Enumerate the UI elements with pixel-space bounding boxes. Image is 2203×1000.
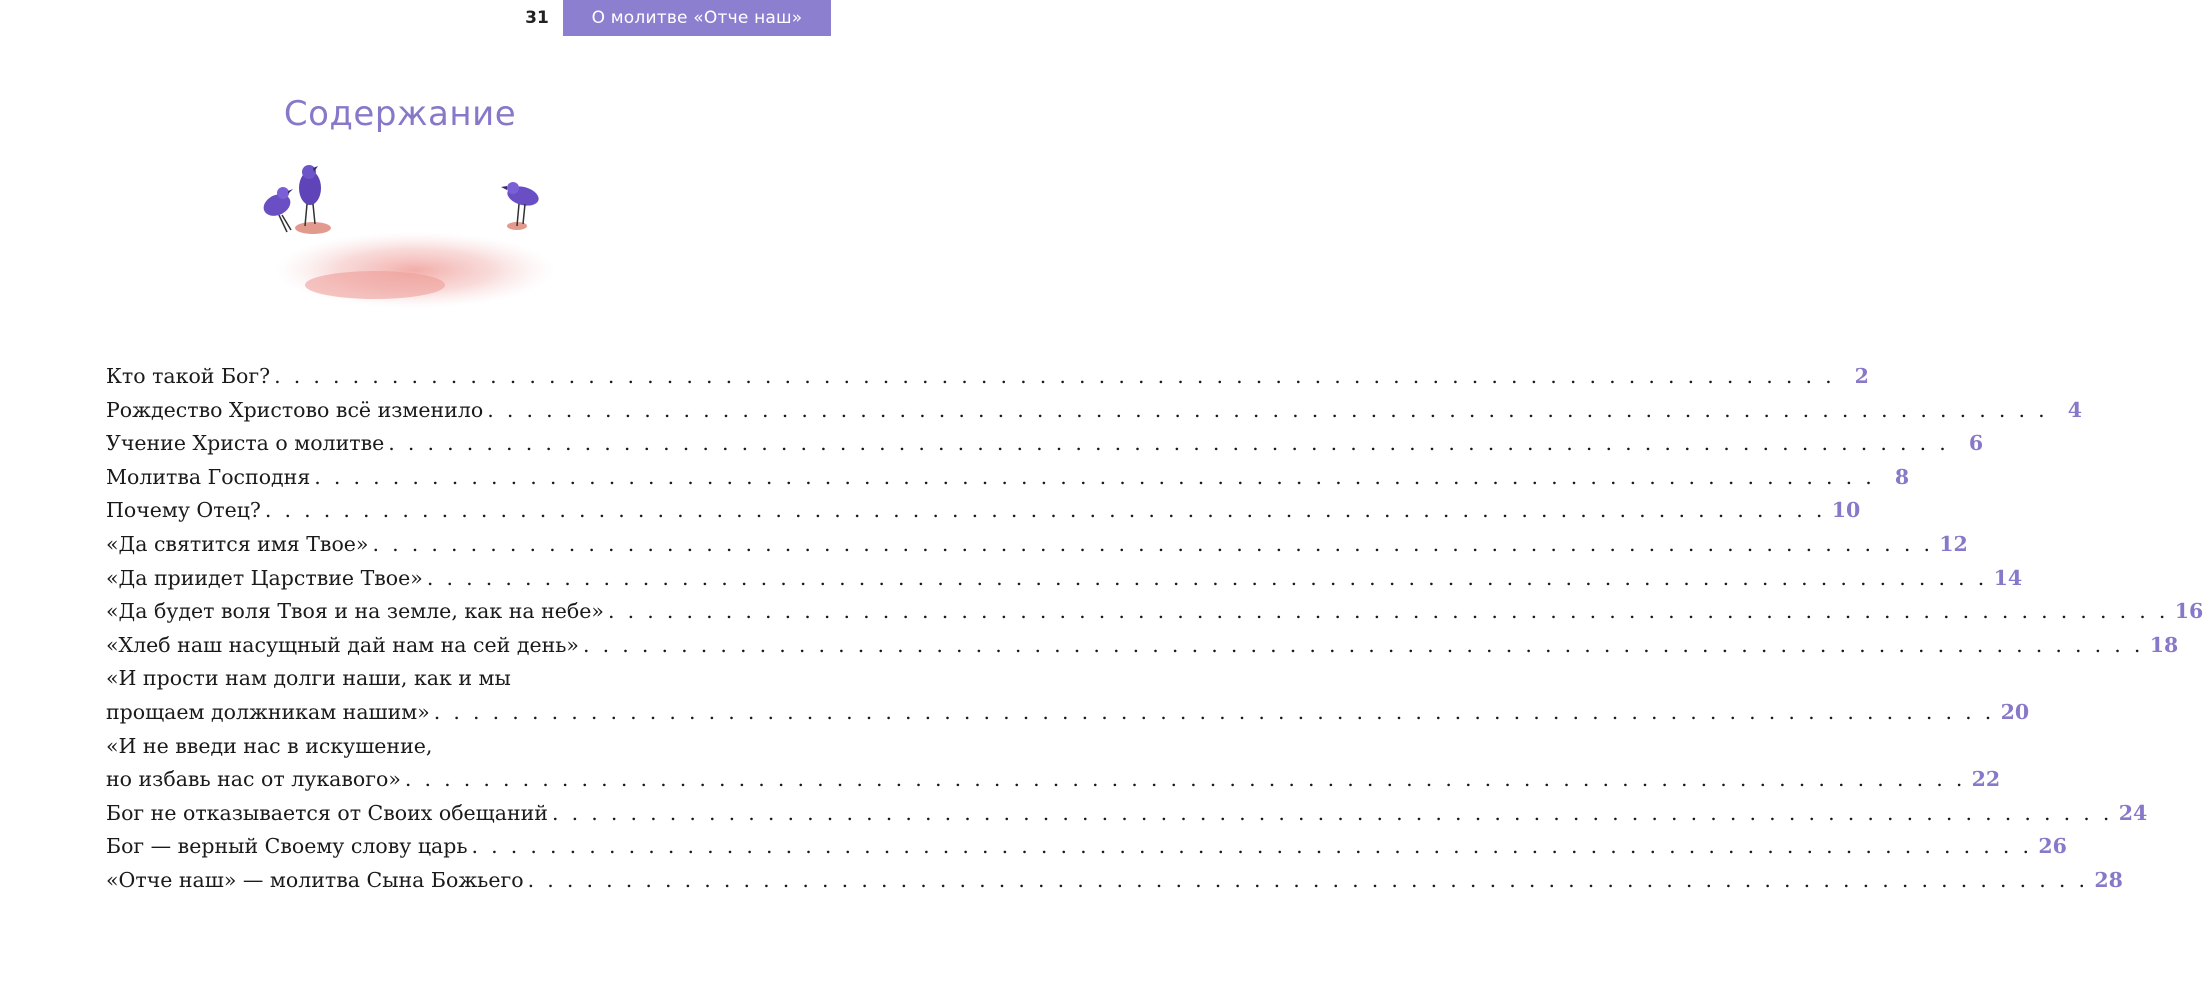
dot-leader: . . . . . . . . . . . . . . . . . . . . . . . . . . . . . . . . . . . . . . . . . . . . . . . . . . . . . . . . . . . . . . . . . . . . . . . . . . . . . . . . (426, 565, 1988, 590)
toc-entry-title: «И прости нам долги наши, как и мы (106, 666, 511, 691)
toc-page-number: 24 (2118, 800, 2148, 825)
toc-entry[interactable] (106, 461, 1910, 495)
toc-entry[interactable] (106, 830, 2067, 864)
page-number: 31 (525, 8, 549, 28)
dot-leader: . . . . . . . . . . . . . . . . . . . . . . . . . . . . . . . . . . . . . . . . . . . . . . . . . . . . . . . . . . . . . . . . . . . . . . . . . . . . . . . . (388, 431, 1950, 456)
running-header (511, 0, 831, 36)
dot-leader: . . . . . . . . . . . . . . . . . . . . . . . . . . . . . . . . . . . . . . . . . . . . . . . . . . . . . . . . . . . . . . . . . . . . . . . . . . . . . . . . (372, 531, 1934, 556)
dot-leader: . . . . . . . . . . . . . . . . . . . . . . . . . . . . . . . . . . . . . . . . . . . . . . . . . . . . . . . . . . . . . . . . . . . . . . . . . . . . . . . . (487, 397, 2049, 422)
toc-entry-title: Кто такой Бог? (106, 364, 271, 388)
toc-entry[interactable] (106, 662, 2030, 729)
toc-entry-title: прощаем должникам нашим» (106, 699, 430, 724)
dot-leader: . . . . . . . . . . . . . . . . . . . . . . . . . . . . . . . . . . . . . . . . . . . . . . . . . . . . . . . . . . . . . . . . . . . . . . . . . . . . . . . . (527, 867, 2089, 892)
toc-entry-title: «Да святится имя Твое» (106, 531, 369, 556)
toc-entry-title: Рождество Христово всё изменило (106, 397, 484, 422)
toc-page-number: 26 (2038, 834, 2067, 859)
toc-entry[interactable] (106, 595, 2203, 629)
toc-entry[interactable] (106, 730, 2001, 797)
dot-leader: . . . . . . . . . . . . . . . . . . . . . . . . . . . . . . . . . . . . . . . . . . . . . . . . . . . . . . . . . . . . . . . . . . . . . . . . . . . . . . . . (433, 699, 1995, 724)
dot-leader: . . . . . . . . . . . . . . . . . . . . . . . . . . . . . . . . . . . . . . . . . . . . . . . . . . . . . . . . . . . . . . . . . . . . . . . . . . . . . . . . (471, 834, 2033, 859)
toc-entry[interactable] (106, 629, 2179, 663)
toc-page-number: 14 (1993, 565, 2023, 590)
dot-leader: . . . . . . . . . . . . . . . . . . . . . . . . . . . . . . . . . . . . . . . . . . . . . . . . . . . . . . . . . . . . . . . . . . . . . . . . . . . . . . . . (551, 800, 2113, 825)
table-of-contents (106, 360, 2203, 898)
toc-entry[interactable] (106, 427, 1984, 461)
toc-page-number: 4 (2067, 397, 2083, 422)
page-title: Содержание (283, 94, 517, 134)
toc-page-number: 28 (2094, 867, 2123, 892)
birds-on-pink-cloud-icon (255, 160, 555, 310)
toc-entry-title: Бог — верный Своему слову царь (106, 834, 468, 859)
dot-leader: . . . . . . . . . . . . . . . . . . . . . . . . . . . . . . . . . . . . . . . . . . . . . . . . . . . . . . . . . . . . . . . . . . . . . . . . . . . . . . . . (404, 767, 1966, 792)
dot-leader: . . . . . . . . . . . . . . . . . . . . . . . . . . . . . . . . . . . . . . . . . . . . . . . . . . . . . . . . . . . . . . . . . . . . . . . . . . . . . . . . (264, 498, 1826, 523)
toc-entry-title: Почему Отец? (106, 498, 261, 523)
toc-page-number: 6 (1968, 431, 1984, 456)
toc-page-number: 16 (2174, 599, 2203, 624)
toc-page-number: 2 (1854, 364, 1869, 388)
toc-entry[interactable] (106, 797, 2148, 831)
running-title: О молитве «Отче наш» (563, 0, 831, 36)
toc-entry[interactable] (106, 528, 1968, 562)
toc-entry-title: Молитва Господня (106, 464, 311, 489)
toc-page-number: 12 (1939, 531, 1968, 556)
dot-leader: . . . . . . . . . . . . . . . . . . . . . . . . . . . . . . . . . . . . . . . . . . . . . . . . . . . . . . . . . . . . . . . . . . . . . . . . . . . . . . . . (582, 632, 2144, 657)
toc-entry-title: «Отче наш» — молитва Сына Божьего (106, 867, 524, 892)
toc-entry-title: Учение Христа о молитве (106, 431, 385, 456)
toc-page-number: 8 (1894, 464, 1910, 489)
toc-entry-title: «Да будет воля Твоя и на земле, как на небе» (106, 599, 604, 624)
toc-entry-title: «Хлеб наш насущный дай нам на сей день» (106, 632, 579, 657)
toc-page-number: 18 (2149, 632, 2179, 657)
toc-page-number: 20 (2000, 699, 2030, 724)
toc-entry[interactable] (106, 360, 1869, 394)
toc-entry-title: но избавь нас от лукавого» (106, 767, 401, 792)
dot-leader: . . . . . . . . . . . . . . . . . . . . . . . . . . . . . . . . . . . . . . . . . . . . . . . . . . . . . . . . . . . . . . . . . . . . . . . . . . . . . . . . (314, 464, 1876, 489)
toc-entry[interactable] (106, 494, 1861, 528)
toc-entry-title: Бог не отказывается от Своих обещаний (106, 800, 548, 825)
dot-leader: . . . . . . . . . . . . . . . . . . . . . . . . . . . . . . . . . . . . . . . . . . . . . . . . . . . . . . . . . . . . . . . . . . . . . . . . . . . . . . . . (274, 364, 1835, 388)
toc-entry[interactable] (106, 864, 2123, 898)
dot-leader: . . . . . . . . . . . . . . . . . . . . . . . . . . . . . . . . . . . . . . . . . . . . . . . . . . . . . . . . . . . . . . . . . . . . . . . . . . . . . . . . (607, 599, 2169, 624)
toc-page-number: 22 (1971, 767, 2001, 792)
toc-entry-title: «И не введи нас в искушение, (106, 733, 433, 758)
toc-page-number: 10 (1831, 498, 1861, 523)
toc-entry[interactable] (106, 394, 2083, 428)
toc-entry[interactable] (106, 562, 2023, 596)
toc-entry-title: «Да приидет Царствие Твое» (106, 565, 423, 590)
